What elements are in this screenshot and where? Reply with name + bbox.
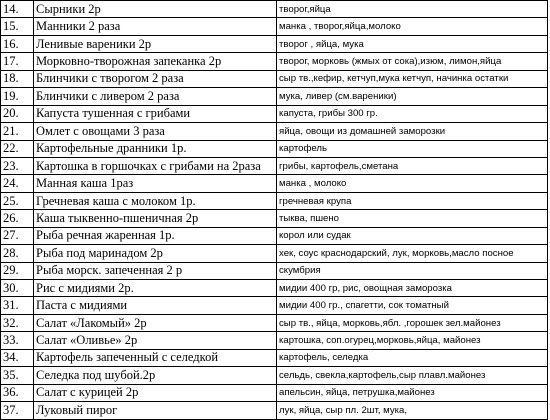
row-number-cell: 23. <box>1 157 34 174</box>
ingredients-cell: мидии 400 гр., спагетти, сок томатный <box>277 297 548 314</box>
dish-name-cell: Картошка в горшочках с грибами на 2раза <box>34 157 277 174</box>
row-number-cell: 14. <box>1 1 34 18</box>
ingredients-cell: сельдь, свекла,картофель,сыр плавл.майонез <box>277 367 548 384</box>
ingredients-cell: мидии 400 гр, рис, овощная заморозка <box>277 280 548 297</box>
table-row <box>1 227 548 244</box>
table-row <box>1 53 548 70</box>
dish-name-cell: Рыба морск. запеченная 2 р <box>34 262 277 279</box>
ingredients-cell: картофель, селедка <box>277 349 548 366</box>
row-number-cell: 15. <box>1 18 34 35</box>
dish-name-cell: Селедка под шубой.2р <box>34 367 277 384</box>
row-number-cell: 37. <box>1 402 34 419</box>
table-row <box>1 262 548 279</box>
row-number-cell: 20. <box>1 105 34 122</box>
row-number-cell: 30. <box>1 280 34 297</box>
row-number-cell: 31. <box>1 297 34 314</box>
row-number-cell: 33. <box>1 332 34 349</box>
ingredients-cell: грибы, картофель,сметана <box>277 157 548 174</box>
table-row <box>1 402 548 419</box>
ingredients-cell: творог , яйца, мука <box>277 35 548 52</box>
recipe-table-body <box>1 1 548 420</box>
row-number-cell: 24. <box>1 175 34 192</box>
ingredients-cell: манка , творог,яйца,молоко <box>277 18 548 35</box>
dish-name-cell: Салат «Оливье» 2р <box>34 332 277 349</box>
ingredients-cell: капуста, грибы 300 гр. <box>277 105 548 122</box>
dish-name-cell: Паста с мидиями <box>34 297 277 314</box>
dish-name-cell: Картофель запеченный с селедкой <box>34 349 277 366</box>
dish-name-cell: Сырники 2р <box>34 1 277 18</box>
ingredients-cell: скумбрия <box>277 262 548 279</box>
table-row <box>1 1 548 18</box>
dish-name-cell: Каша тыквенно-пшеничная 2р <box>34 210 277 227</box>
ingredients-cell: хек, соус краснодарский, лук, морковь,масло посное <box>277 245 548 262</box>
row-number-cell: 21. <box>1 123 34 140</box>
row-number-cell: 28. <box>1 245 34 262</box>
row-number-cell: 17. <box>1 53 34 70</box>
table-row <box>1 157 548 174</box>
dish-name-cell: Рис с мидиями 2р. <box>34 280 277 297</box>
row-number-cell: 16. <box>1 35 34 52</box>
table-row <box>1 332 548 349</box>
dish-name-cell: Омлет с овощами 3 раза <box>34 123 277 140</box>
dish-name-cell: Салат «Лакомый» 2р <box>34 314 277 331</box>
row-number-cell: 25. <box>1 192 34 209</box>
ingredients-cell: мука, ливер (см.вареники) <box>277 88 548 105</box>
dish-name-cell: Луковый пирог <box>34 402 277 419</box>
ingredients-cell: манка , молоко <box>277 175 548 192</box>
row-number-cell: 26. <box>1 210 34 227</box>
row-number-cell: 34. <box>1 349 34 366</box>
ingredients-cell: картошка, соп.огурец,морковь,яйца, майонез <box>277 332 548 349</box>
dish-name-cell: Рыба под маринадом 2р <box>34 245 277 262</box>
ingredients-cell: яйца, овощи из домашней заморозки <box>277 123 548 140</box>
ingredients-cell: гречневая крупа <box>277 192 548 209</box>
table-row <box>1 245 548 262</box>
table-row <box>1 35 548 52</box>
ingredients-cell: творог, морковь (жмых от сока),изюм, лимон,яйца <box>277 53 548 70</box>
table-row <box>1 70 548 87</box>
row-number-cell: 22. <box>1 140 34 157</box>
table-row <box>1 384 548 401</box>
dish-name-cell: Ленивые вареники 2р <box>34 35 277 52</box>
dish-name-cell: Манная каша 1раз <box>34 175 277 192</box>
table-row <box>1 88 548 105</box>
dish-name-cell: Морковно-творожная запеканка 2р <box>34 53 277 70</box>
table-row <box>1 280 548 297</box>
ingredients-cell: корол или судак <box>277 227 548 244</box>
table-row <box>1 349 548 366</box>
table-row <box>1 297 548 314</box>
ingredients-cell: лук, яйца, сыр пл. 2шт, мука, <box>277 402 548 419</box>
dish-name-cell: Рыба речная жаренная 1р. <box>34 227 277 244</box>
row-number-cell: 19. <box>1 88 34 105</box>
table-row <box>1 192 548 209</box>
table-row <box>1 314 548 331</box>
dish-name-cell: Блинчики с творогом 2 раза <box>34 70 277 87</box>
dish-name-cell: Блинчики с ливером 2 раза <box>34 88 277 105</box>
dish-name-cell: Гречневая каша с молоком 1р. <box>34 192 277 209</box>
dish-name-cell: Капуста тушенная с грибами <box>34 105 277 122</box>
row-number-cell: 18. <box>1 70 34 87</box>
row-number-cell: 35. <box>1 367 34 384</box>
row-number-cell: 36. <box>1 384 34 401</box>
ingredients-cell: картофель <box>277 140 548 157</box>
table-row <box>1 210 548 227</box>
table-row <box>1 123 548 140</box>
row-number-cell: 32. <box>1 314 34 331</box>
dish-name-cell: Манники 2 раза <box>34 18 277 35</box>
dish-name-cell: Картофельные дранники 1р. <box>34 140 277 157</box>
row-number-cell: 27. <box>1 227 34 244</box>
ingredients-cell: сыр тв.,кефир, кетчуп,мука кетчуп, начинка остатки <box>277 70 548 87</box>
ingredients-cell: тыква, пшено <box>277 210 548 227</box>
table-row <box>1 175 548 192</box>
table-row <box>1 105 548 122</box>
row-number-cell: 29. <box>1 262 34 279</box>
dish-name-cell: Салат с курицей 2р <box>34 384 277 401</box>
ingredients-cell: сыр тв., яйца, морковь,ябл. ,горошек зел.майонез <box>277 314 548 331</box>
table-row <box>1 367 548 384</box>
ingredients-cell: апельсин, яйца, петрушка,майонез <box>277 384 548 401</box>
ingredients-cell: творог,яйца <box>277 1 548 18</box>
table-row <box>1 18 548 35</box>
table-row <box>1 140 548 157</box>
